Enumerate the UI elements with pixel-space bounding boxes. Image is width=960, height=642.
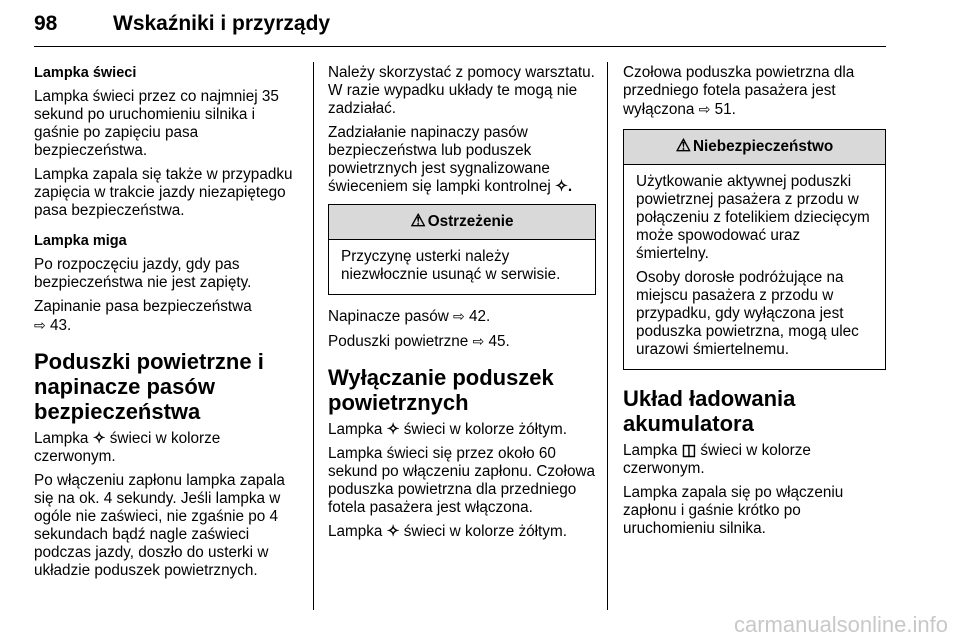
warning-triangle-icon: ⚠ <box>675 136 691 155</box>
airbag-off-icon: ✧ <box>386 421 400 438</box>
text: świeci w kolorze żółtym. <box>403 523 567 540</box>
paragraph <box>623 442 886 478</box>
page-ref-icon: ⇨ <box>453 308 465 324</box>
danger-box-title <box>624 130 885 165</box>
text: Lampka <box>623 442 678 459</box>
page-ref-icon: ⇨ <box>472 333 485 349</box>
text: Lampka <box>328 421 383 438</box>
running-title: Wskaźniki i przyrządy <box>113 12 331 35</box>
text: świeci w kolorze czerwonym. <box>34 430 221 465</box>
section-heading: Poduszki powietrzne i napinacze pasów bezpieczeństwa <box>34 349 264 424</box>
paragraph <box>328 332 596 351</box>
paragraph: Użytkowanie aktywnej poduszki powietrznej pasażera z przodu w połączeniu z fotelikiem dziecięcym może spowodować uraz śmiertelny. <box>636 173 870 262</box>
paragraph: Lampka świeci się przez około 60 sekund po włączeniu zapłonu. Czołowa poduszka powietrzna dla przedniego fotela pasażera jest włączona. <box>328 445 596 516</box>
paragraph <box>328 307 596 326</box>
page-number: 98 <box>34 12 58 35</box>
column-3 <box>623 64 886 544</box>
section-heading: Układ ładowania akumulatora <box>623 386 796 436</box>
paragraph: Lampka świeci przez co najmniej 35 sekund po uruchomieniu silnika i gaśnie po zapięciu pasa bezpieczeństwa. <box>34 88 279 159</box>
subheading: Lampka świeci <box>34 65 137 81</box>
paragraph <box>34 430 300 466</box>
column-divider <box>313 62 314 610</box>
text: Napinacze pasów <box>328 308 449 325</box>
page-ref-icon: ⇨ <box>698 101 711 117</box>
paragraph: Przyczynę usterki należy niezwłocznie usunąć w serwisie. <box>341 248 561 283</box>
text: świeci w kolorze czerwonym. <box>623 442 811 477</box>
page-header <box>34 6 886 47</box>
text: Lampka <box>34 430 89 447</box>
paragraph: Należy skorzystać z pomocy warsztatu. W razie wypadku układy te mogą nie zadziałać. <box>328 64 595 117</box>
paragraph <box>328 523 596 541</box>
airbag-warning-icon: ✧. <box>555 178 573 195</box>
paragraph: Osoby dorosłe podróżujące na miejscu pasażera z przodu w przypadku, gdy wyłączona jest poduszka powietrzna, mogą ulec urazowi śmiertelnemu. <box>636 269 859 358</box>
paragraph <box>623 64 886 119</box>
ref-page: 42. <box>468 308 491 325</box>
text: Niebezpieczeństwo <box>692 138 834 155</box>
column-divider <box>607 62 608 610</box>
text: świeci w kolorze żółtym. <box>403 421 567 438</box>
warning-box-body <box>329 240 595 294</box>
warning-triangle-icon: ⚠ <box>410 211 426 230</box>
paragraph: Po włączeniu zapłonu lampka zapala się na ok. 4 sekundy. Jeśli lampka w ogóle nie zaświeci, nie zgaśnie po 4 sekundach bądź nagle zaświeci podczas jazdy, doszło do usterki w układzie poduszek powietrznych. <box>34 472 285 579</box>
paragraph: Lampka zapala się po włączeniu zapłonu i gaśnie krótko po uruchomieniu silnika. <box>623 484 844 537</box>
page-ref-icon: ⇨ <box>34 317 46 333</box>
subheading: Lampka miga <box>34 233 127 249</box>
paragraph <box>328 421 596 439</box>
section-heading: Wyłączanie poduszek powietrznych <box>328 365 554 415</box>
danger-box <box>623 129 886 370</box>
ref-text: Zapinanie pasa bezpieczeństwa <box>34 298 252 315</box>
ref-page: 43. <box>49 317 72 334</box>
text: Zadziałanie napinaczy pasów bezpieczeństwa lub poduszek powietrznych jest sygnalizowane świeceniem się lampki kontrolnej <box>328 124 551 195</box>
watermark: carmanualsonline.info <box>733 612 948 637</box>
text: Czołowa poduszka powietrzna dla przedniego fotela pasażera jest wyłączona <box>623 64 855 118</box>
paragraph <box>328 124 596 196</box>
paragraph <box>34 298 300 335</box>
column-2 <box>328 64 596 547</box>
paragraph: Lampka zapala się także w przypadku zapięcia w trakcie jazdy niezapiętego pasa bezpieczeństwa. <box>34 166 293 219</box>
ref-page: 45. <box>488 333 510 350</box>
text: Lampka <box>328 523 383 540</box>
airbag-warning-icon: ✧ <box>92 430 106 447</box>
battery-icon: ◫ <box>681 442 697 459</box>
warning-box-title <box>329 205 595 240</box>
ref-page: 51. <box>714 101 736 118</box>
text: Poduszki powietrzne <box>328 333 469 350</box>
warning-box <box>328 204 596 295</box>
airbag-on-icon: ✧ <box>386 523 400 540</box>
paragraph: Po rozpoczęciu jazdy, gdy pas bezpieczeństwa nie jest zapięty. <box>34 256 252 291</box>
danger-box-body <box>624 165 885 369</box>
text: Ostrzeżenie <box>427 213 514 230</box>
column-1 <box>34 64 300 586</box>
